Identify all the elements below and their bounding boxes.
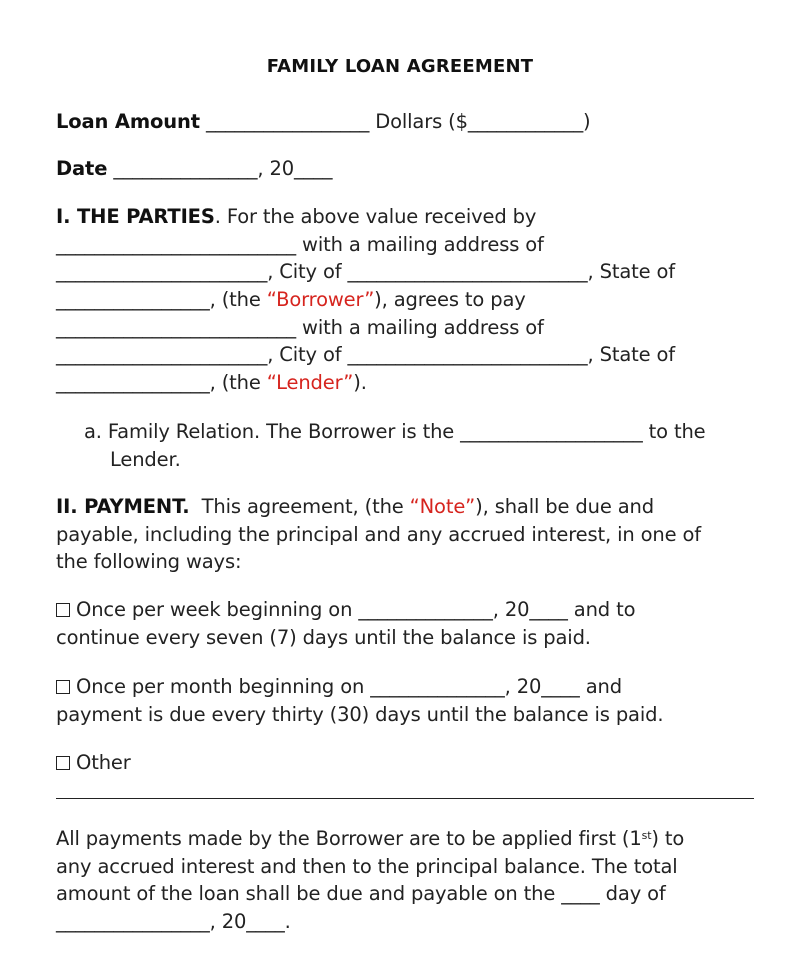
other-option-label: Other xyxy=(76,751,131,774)
payment-heading: II. PAYMENT. xyxy=(56,495,190,518)
payment-line1-pre: This agreement, (the xyxy=(189,495,410,518)
dollars-close: ) xyxy=(583,110,591,133)
lender-role-line xyxy=(56,369,367,397)
payment-line1-post: ), shall be due and xyxy=(475,495,654,518)
applied-line-3[interactable]: amount of the loan shall be due and payable on the ____ day of xyxy=(56,882,666,905)
family-relation-line-2: Lender. xyxy=(110,448,181,471)
date-year[interactable]: , 20____ xyxy=(257,157,333,180)
borrower-name-line[interactable]: _________________________ with a mailing address of xyxy=(56,233,544,256)
applied-line-4[interactable]: ________________, 20____. xyxy=(56,910,291,933)
loan-amount-label: Loan Amount xyxy=(56,110,200,133)
other-option-line xyxy=(56,749,131,777)
lender-state-blank[interactable]: ________________, (the xyxy=(56,371,267,394)
borrower-role-post: ), agrees to pay xyxy=(374,288,526,311)
lender-name-line[interactable]: _________________________ with a mailing address of xyxy=(56,316,544,339)
date-label: Date xyxy=(56,157,108,180)
applied-line-2: any accrued interest and then to the principal balance. The total xyxy=(56,855,678,878)
loan-amount-blank[interactable]: _________________ xyxy=(205,110,370,133)
lender-city-line[interactable]: ______________________, City of _________________________, State of xyxy=(56,343,676,366)
borrower-role-line xyxy=(56,286,526,314)
lender-role-post: ). xyxy=(353,371,367,394)
monthly-option-line xyxy=(56,673,622,701)
other-checkbox[interactable] xyxy=(56,756,70,770)
monthly-checkbox[interactable] xyxy=(56,680,70,694)
other-blank-line[interactable] xyxy=(56,798,754,799)
weekly-option-line xyxy=(56,596,635,624)
borrower-term: “Borrower” xyxy=(266,288,375,311)
parties-heading: I. THE PARTIES xyxy=(56,205,215,228)
date-line xyxy=(56,155,332,183)
dollars-blank[interactable]: ____________ xyxy=(467,110,584,133)
dollars-label: Dollars ($ xyxy=(369,110,468,133)
payment-line-1 xyxy=(56,493,654,521)
applied-line1-post: ) to xyxy=(651,827,685,850)
borrower-city-line[interactable]: ______________________, City of _________________________, State of xyxy=(56,260,676,283)
loan-amount-line xyxy=(56,108,591,136)
date-blank[interactable]: _______________ xyxy=(113,157,258,180)
monthly-option-line-2: payment is due every thirty (30) days until the balance is paid. xyxy=(56,703,664,726)
parties-intro-line xyxy=(56,203,536,231)
applied-sup: st xyxy=(641,829,652,842)
lender-term: “Lender” xyxy=(266,371,354,394)
weekly-option-line-2: continue every seven (7) days until the balance is paid. xyxy=(56,626,591,649)
applied-line-1 xyxy=(56,825,684,853)
payment-line-3: the following ways: xyxy=(56,550,242,573)
payment-line-2: payable, including the principal and any accrued interest, in one of xyxy=(56,523,702,546)
note-term: “Note” xyxy=(409,495,476,518)
applied-line1-pre: All payments made by the Borrower are to be applied first (1 xyxy=(56,827,642,850)
monthly-option-text[interactable]: Once per month beginning on ______________, 20____ and xyxy=(76,675,622,698)
borrower-state-blank[interactable]: ________________, (the xyxy=(56,288,267,311)
document-title: FAMILY LOAN AGREEMENT xyxy=(266,56,534,77)
weekly-option-text[interactable]: Once per week beginning on ______________, 20____ and to xyxy=(76,598,636,621)
weekly-checkbox[interactable] xyxy=(56,603,70,617)
family-relation-line[interactable]: a. Family Relation. The Borrower is the ___________________ to the xyxy=(84,420,706,443)
parties-intro: . For the above value received by xyxy=(214,205,537,228)
